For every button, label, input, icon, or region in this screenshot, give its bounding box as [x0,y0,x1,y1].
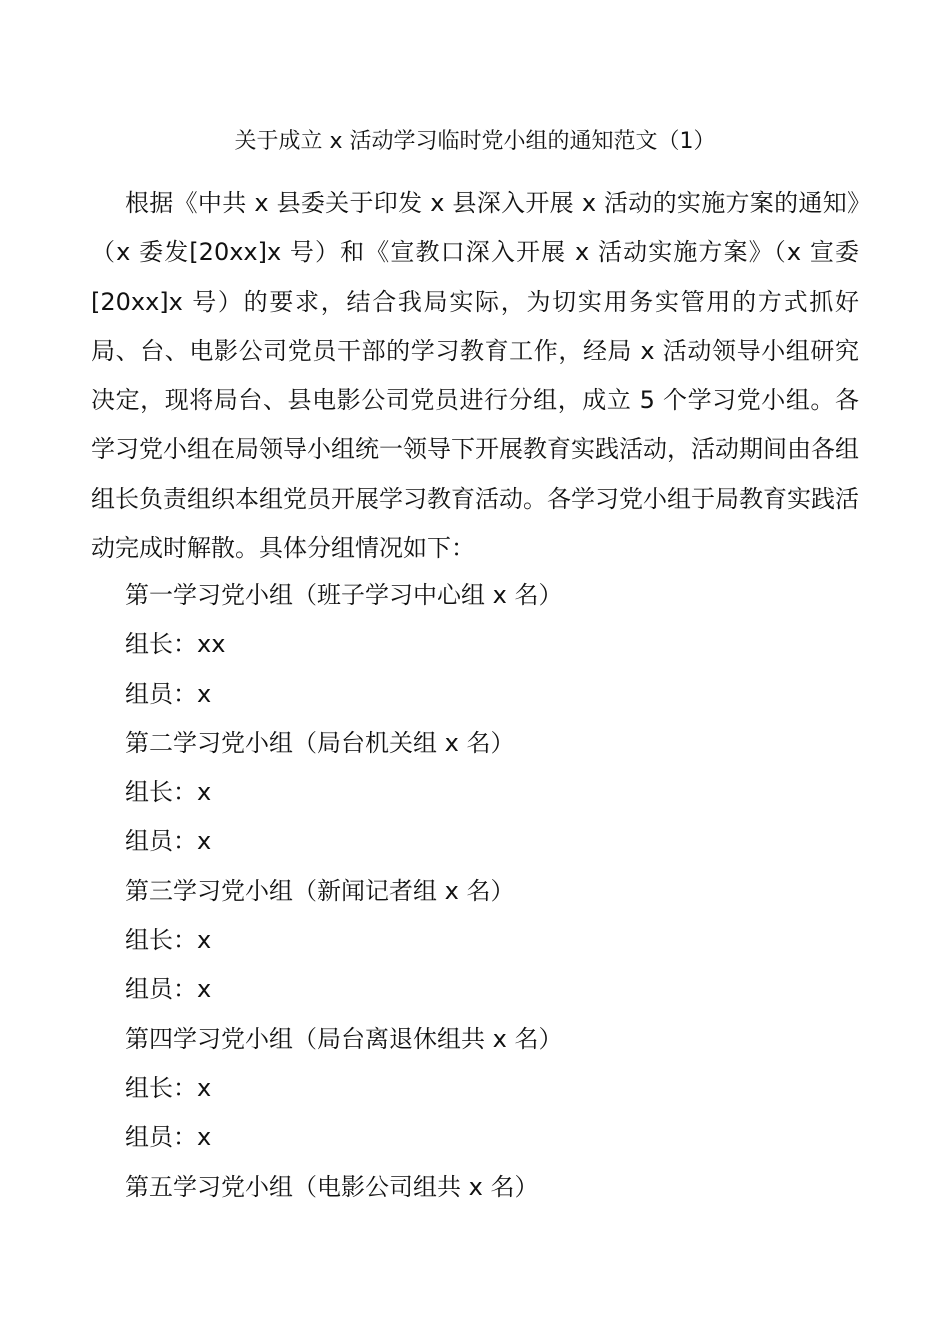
document-title: 关于成立 x 活动学习临时党小组的通知范文（1） [234,129,716,154]
list-item: 组长：x [125,1073,212,1102]
list-item: 组员：x [125,1123,212,1152]
list-item: 第四学习党小组（局台离退休组共 x 名） [125,1024,563,1053]
list-item: 组员：x [125,827,212,856]
list-item: 组长：xx [125,630,226,659]
list-item: 第五学习党小组（电影公司组共 x 名） [125,1172,539,1201]
body-paragraph: 根据《中共 x 县委关于印发 x 县深入开展 x 活动的实施方案的通知》（x 委发[20xx]x 号）和《宣教口深入开展 x 活动实施方案》（x 宣委[20xx]x 号）的要求，结合我局实际，为切实用务实管用的方式抓好局、台、电影公司党员干部的学习教育工作，经局 x 活动领导小组研究决定，现将局台、县电影公司党员进行分组，成立 5 个学习党小组。各学习党小组在局领导小组统一领导下开展教育实践活动，活动期间由各组组长负责组织本组党员开展学习教育活动。各学习党小组于局教育实践活动完成时解散。具体分组情况如下： [91,189,859,563]
list-item: 组员：x [125,679,212,708]
group-list [125,571,865,1212]
list-item: 第三学习党小组（新闻记者组 x 名） [125,876,515,905]
list-item: 第二学习党小组（局台机关组 x 名） [125,728,515,757]
list-item: 组长：x [125,778,212,807]
list-item: 组长：x [125,926,212,955]
list-item: 第一学习党小组（班子学习中心组 x 名） [125,581,563,609]
list-item: 组员：x [125,975,212,1004]
